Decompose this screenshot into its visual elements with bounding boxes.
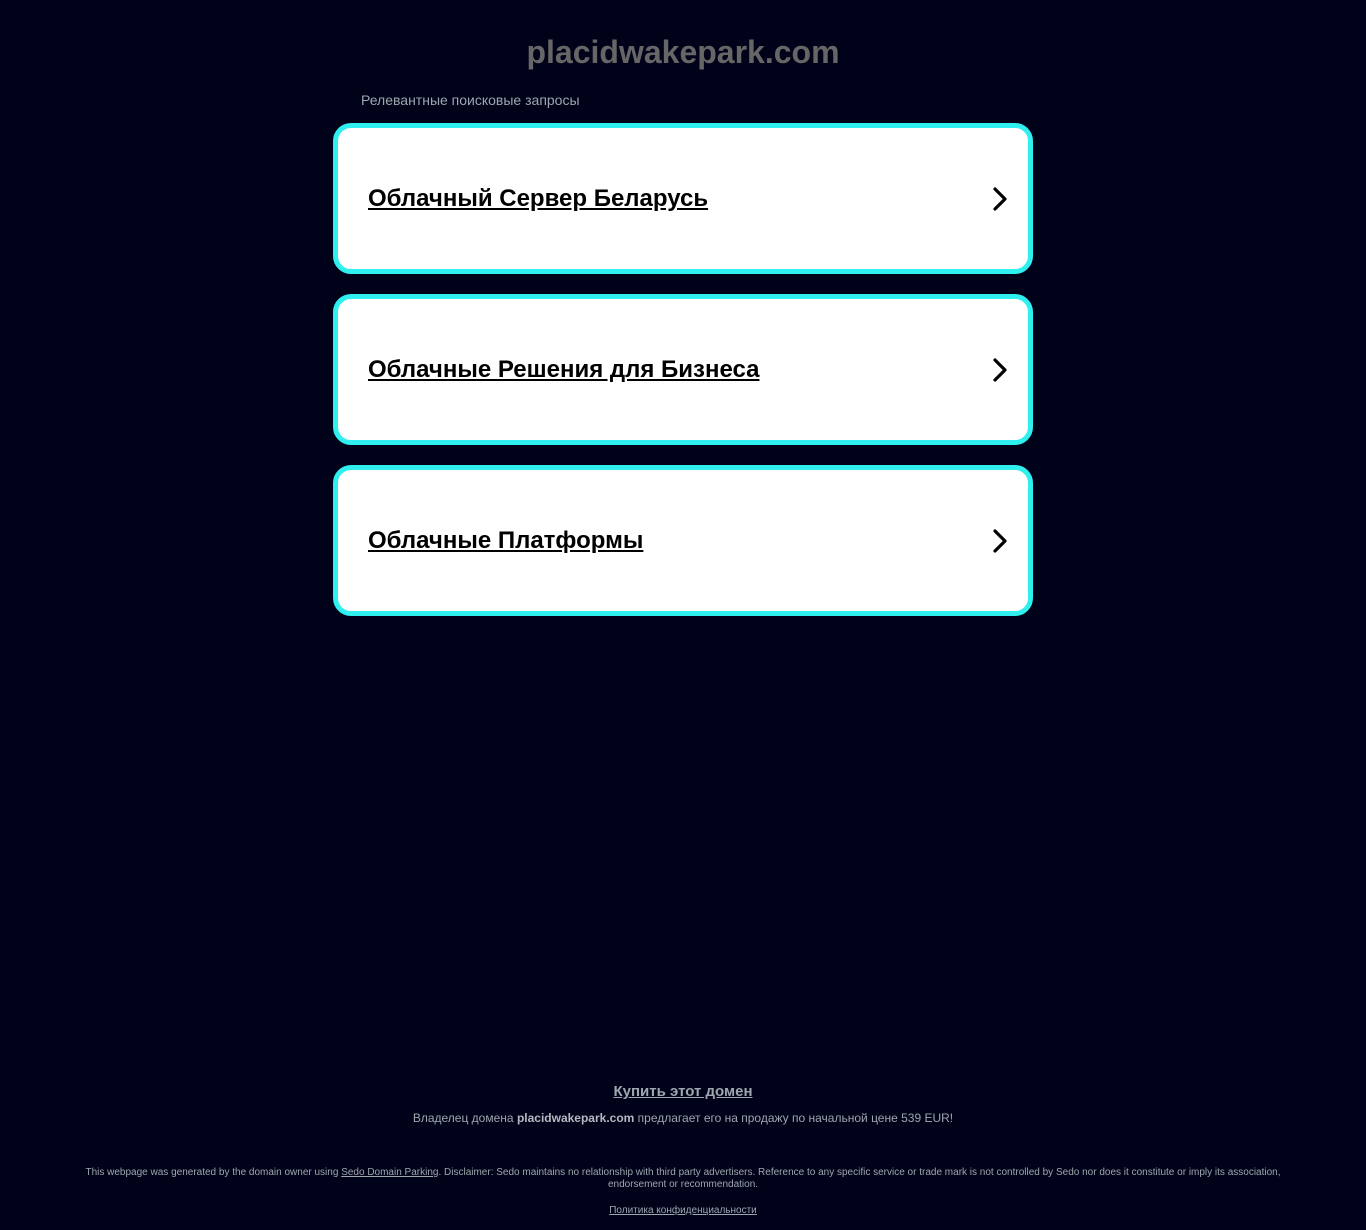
chevron-right-icon [990, 528, 1010, 554]
related-link-text[interactable]: Облачный Сервер Беларусь [368, 184, 709, 212]
buy-domain-link[interactable]: Купить этот домен [613, 1083, 753, 1100]
disclaimer-prefix: This webpage was generated by the domain owner using [85, 1167, 339, 1178]
chevron-right-icon [990, 186, 1010, 212]
sale-suffix: предлагает его на продажу по начальной цене 539 EUR! [637, 1111, 954, 1125]
sale-info [0, 1109, 1366, 1127]
related-link-card-1[interactable] [333, 123, 1033, 274]
related-link-text[interactable]: Облачные Платформы [368, 526, 644, 554]
disclaimer-suffix: . Disclaimer: Sedo maintains no relationship with third party advertisers. Reference to any specific service or trade mark is not controlled by Sedo nor does it constitute or imply its association, endorsement or recommendation. [438, 1167, 1281, 1190]
related-links-list [333, 123, 1033, 636]
privacy-policy-link[interactable]: Политика конфиденциальности [609, 1205, 757, 1216]
sedo-parking-link[interactable]: Sedo Domain Parking [341, 1167, 439, 1178]
privacy-row [0, 1205, 1366, 1217]
sale-domain: placidwakepark.com [516, 1111, 635, 1125]
chevron-right-icon [990, 357, 1010, 383]
domain-title: placidwakepark.com [526, 34, 840, 70]
buy-domain-row [0, 1082, 1366, 1102]
disclaimer [80, 1167, 1286, 1191]
sale-prefix: Владелец домена [412, 1111, 514, 1125]
related-searches-label: Релевантные поисковые запросы [361, 92, 580, 108]
related-link-card-2[interactable] [333, 294, 1033, 445]
related-link-text[interactable]: Облачные Решения для Бизнеса [368, 355, 760, 383]
related-link-card-3[interactable] [333, 465, 1033, 616]
